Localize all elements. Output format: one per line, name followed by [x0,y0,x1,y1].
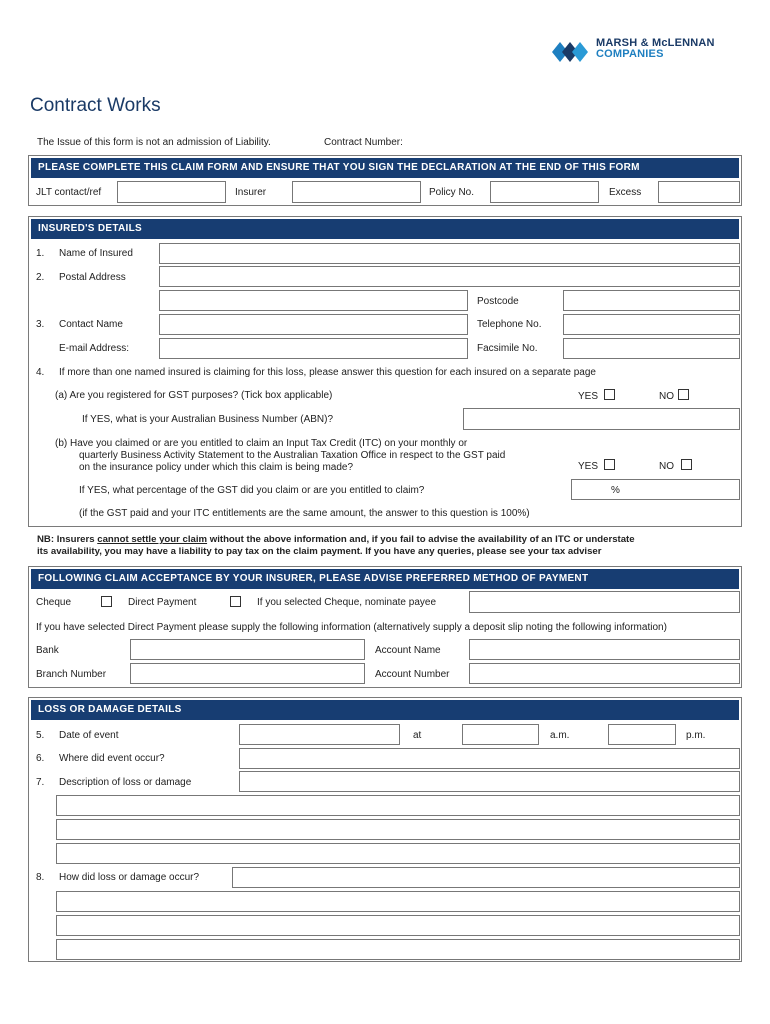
liability-note: The Issue of this form is not an admission of Liability. [37,137,271,148]
time-field[interactable] [462,724,539,745]
branch-number-label: Branch Number [36,669,107,680]
postcode-field[interactable] [563,290,740,311]
insurer-field[interactable] [292,181,421,203]
how-occurred-field-3[interactable] [56,915,740,936]
am-label: a.m. [550,730,570,741]
logo-text [596,38,715,60]
loss-heading: LOSS OR DAMAGE DETAILS [31,700,739,720]
payee-field[interactable] [469,591,740,613]
cheque-label: Cheque [36,597,72,608]
question-b-line1: (b) Have you claimed or are you entitled to claim an Input Tax Credit (ITC) on your monthly or [55,438,468,449]
where-field[interactable] [239,748,740,769]
policy-label: Policy No. [429,187,475,198]
pm-label: p.m. [686,730,706,741]
gst-no-label: NO [659,391,674,402]
postal-address-field-2[interactable] [159,290,468,311]
email-field[interactable] [159,338,468,359]
abn-label: If YES, what is your Australian Business Number (ABN)? [82,414,334,425]
where-label: Where did event occur? [59,753,165,764]
nb-line2: its availability, you may have a liability to pay tax on the claim payment. If you have any queries, please see your tax adviser [37,546,602,557]
nb-prefix: NB: Insurers [37,534,98,545]
contact-name-field[interactable] [159,314,468,335]
direct-payment-checkbox[interactable] [230,596,241,607]
description-label: Description of loss or damage [59,777,192,788]
logo-line1: MARSH & McLENNAN [596,37,715,49]
postal-address-label: Postal Address [59,272,126,283]
percent-sign: % [611,485,620,496]
nb-warning [37,534,737,558]
insurer-label: Insurer [235,187,267,198]
itc-no-checkbox[interactable] [681,459,692,470]
excess-label: Excess [609,187,642,198]
direct-payment-info: If you have selected Direct Payment please supply the following information (alternatively supply a deposit slip noting the following information) [36,622,667,633]
fax-label: Facsimile No. [477,343,538,354]
payment-heading: FOLLOWING CLAIM ACCEPTANCE BY YOUR INSURER, PLEASE ADVISE PREFERRED METHOD OF PAYMENT [31,569,739,589]
policy-field[interactable] [490,181,599,203]
postal-address-field[interactable] [159,266,740,287]
account-number-field[interactable] [469,663,740,684]
fax-field[interactable] [563,338,740,359]
section-heading: PLEASE COMPLETE THIS CLAIM FORM AND ENSURE THAT YOU SIGN THE DECLARATION AT THE END OF THIS FORM [31,158,739,178]
item-number-8: 8. [36,872,45,883]
nb-underlined: cannot settle your claim [97,534,208,545]
question-4: If more than one named insured is claiming for this loss, please answer this question for each insured on a separate page [59,367,596,378]
insured-heading: INSURED'S DETAILS [31,219,739,239]
cheque-checkbox[interactable] [101,596,112,607]
item-number-4: 4. [36,367,45,378]
description-field-2[interactable] [56,795,740,816]
gst-percentage-label: If YES, what percentage of the GST did you claim or are you entitled to claim? [79,485,425,496]
contract-number-label: Contract Number: [324,137,403,148]
gst-yes-checkbox[interactable] [604,389,615,400]
branch-number-field[interactable] [130,663,365,684]
postcode-label: Postcode [477,296,519,307]
telephone-field[interactable] [563,314,740,335]
itc-note: (if the GST paid and your ITC entitlements are the same amount, the answer to this question is 100%) [79,508,530,519]
payee-label: If you selected Cheque, nominate payee [257,597,437,608]
email-label: E-mail Address: [59,343,130,354]
date-of-event-field[interactable] [239,724,400,745]
at-label: at [413,730,422,741]
date-of-event-label: Date of event [59,730,119,741]
itc-yes-label: YES [578,461,599,472]
question-b-line2: quarterly Business Activity Statement to the Australian Taxation Office in respect to the GST paid [79,450,506,461]
description-field-3[interactable] [56,819,740,840]
logo-line2: COMPANIES [596,48,664,60]
account-name-field[interactable] [469,639,740,660]
abn-field[interactable] [463,408,740,430]
account-number-label: Account Number [375,669,450,680]
bank-label: Bank [36,645,59,656]
contact-name-label: Contact Name [59,319,123,330]
jlt-contact-label: JLT contact/ref [36,187,102,198]
page-title: Contract Works [30,95,161,116]
question-b-line3: on the insurance policy under which this claim is being made? [79,462,354,473]
direct-payment-label: Direct Payment [128,597,197,608]
gst-yes-label: YES [578,391,599,402]
item-number-1: 1. [36,248,45,259]
how-occurred-field-2[interactable] [56,891,740,912]
item-number-7: 7. [36,777,45,788]
account-name-label: Account Name [375,645,441,656]
item-number-3: 3. [36,319,45,330]
question-a: (a) Are you registered for GST purposes? (Tick box applicable) [55,390,333,401]
how-occurred-label: How did loss or damage occur? [59,872,200,883]
item-number-2: 2. [36,272,45,283]
bank-field[interactable] [130,639,365,660]
jlt-contact-field[interactable] [117,181,226,203]
name-of-insured-field[interactable] [159,243,740,264]
gst-percentage-field[interactable] [571,479,740,500]
itc-no-label: NO [659,461,674,472]
how-occurred-field[interactable] [232,867,740,888]
nb-line1: without the above information and, if you fail to advise the availability of an ITC or understate [207,534,635,545]
item-number-6: 6. [36,753,45,764]
gst-no-checkbox[interactable] [678,389,689,400]
name-of-insured-label: Name of Insured [59,248,133,259]
description-field[interactable] [239,771,740,792]
telephone-label: Telephone No. [477,319,542,330]
itc-yes-checkbox[interactable] [604,459,615,470]
item-number-5: 5. [36,730,45,741]
how-occurred-field-4[interactable] [56,939,740,960]
excess-field[interactable] [658,181,740,203]
description-field-4[interactable] [56,843,740,864]
pm-time-field[interactable] [608,724,676,745]
